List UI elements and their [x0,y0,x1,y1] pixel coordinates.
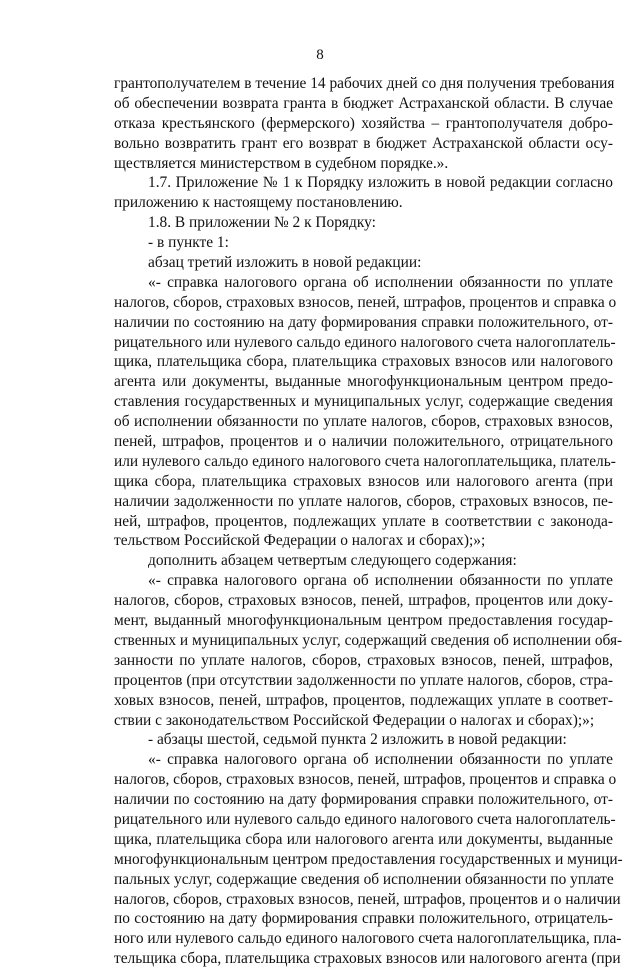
text-line: ственных и муниципальных услуг, содержащий сведения об исполнении обя- [114,631,623,649]
text-line: рицательного или нулевого сальдо единого налогового счета налогоплатель- [114,810,616,828]
text-line: щика, плательщика сбора, плательщика страховых взносов или налогового [114,353,613,371]
text-line: налогов, сборов, страховых взносов, пеней, штрафов, процентов и о наличии [114,890,621,908]
text-line: абзац третий изложить в новой редакции: [148,254,422,272]
text-line: наличии по состоянию на дату формирования справки положительного, от- [114,313,613,331]
document-body [114,74,623,969]
text-line: или нулевого сальдо единого налогового счета налогоплательщика, платель- [114,452,616,470]
text-line: - в пункте 1: [148,234,229,252]
text-line: рицательного или нулевого сальдо единого налогового счета налогоплатель- [114,333,616,351]
text-line: многофункциональным центром предоставления государственных и муници- [114,850,623,868]
text-line: налогов, сборов, страховых взносов, пеней, штрафов, процентов и справка о [114,293,617,311]
text-line: наличии задолженности по уплате налогов, сборов, страховых взносов, пе- [114,492,613,510]
text-line: мент, выданный многофункциональным центром предоставления государ- [114,612,613,630]
page-number: 8 [316,47,324,63]
text-line: грантополучателем в течение 14 рабочих дней со дня получения требования [114,75,615,92]
text-line: об исполнении обязанности по уплате налогов, сборов, страховых взносов, [114,413,613,431]
text-line: ществляется министерством в судебном порядке.». [114,154,449,172]
text-line: 1.8. В приложении № 2 к Порядку: [148,214,376,232]
text-line: ствии с законодательством Российской Федерации о налогах и сборах);»; [114,711,595,729]
text-line: наличии по состоянию на дату формирования справки положительного, от- [114,791,613,809]
text-line: налогов, сборов, страховых взносов, пеней, штрафов, процентов или доку- [114,592,613,610]
text-line: отказа крестьянского (фермерского) хозяйства – грантополучателя добро- [114,114,613,132]
text-line: агента или документы, выданные многофункциональным центром предо- [114,373,613,391]
text-line: процентов (при отсутствии задолженности по уплате налогов, сборов, стра- [114,671,613,689]
text-line: «- справка налогового органа об исполнении обязанности по уплате [148,273,613,291]
text-line: приложению к настоящему постановлению. [114,194,403,212]
text-line: щика сбора, плательщика страховых взносов или налогового агента (при [114,472,613,490]
text-line: ней, штрафов, процентов, подлежащих уплате в соответствии с законода- [114,512,613,530]
text-line: тельщика сбора, плательщика страховых взносов или налогового агента (при [114,950,621,968]
text-line: «- справка налогового органа об исполнении обязанности по уплате [148,572,613,590]
text-line: ного или нулевого сальдо единого налогового счета налогоплательщика, пла- [114,930,622,948]
text-line: вольно возвратить грант его возврат в бюджет Астраханской области осу- [114,134,613,152]
text-line: занности по уплате налогов, сборов, страховых взносов, пеней, штрафов, [114,651,613,669]
text-line: тельством Российской Федерации о налогах и сборах);»; [114,532,486,550]
text-line: 1.7. Приложение № 1 к Порядку изложить в новой редакции согласно [148,174,613,192]
text-line: пеней, штрафов, процентов и о наличии положительного, отрицательного [114,433,613,451]
text-line: об обеспечении возврата гранта в бюджет Астраханской области. В случае [114,94,613,112]
text-line: - абзацы шестой, седьмой пункта 2 изложить в новой редакции: [148,731,567,749]
text-line: по состоянию на дату формирования справки положительного, отрицатель- [114,910,613,928]
text-line: налогов, сборов, страховых взносов, пеней, штрафов, процентов и справка о [114,771,617,789]
text-line: щика, плательщика сбора или налогового агента или документы, выданные [114,830,613,848]
text-line: ставления государственных и муниципальных услуг, содержащие сведения [114,393,613,411]
text-line: ховых взносов, пеней, штрафов, процентов, подлежащих уплате в соответ- [114,691,613,709]
text-line: пальных услуг, содержащие сведения об исполнении обязанности по уплате [114,870,614,888]
text-line: «- справка налогового органа об исполнении обязанности по уплате [148,751,613,769]
text-line: дополнить абзацем четвертым следующего содержания: [148,552,517,570]
